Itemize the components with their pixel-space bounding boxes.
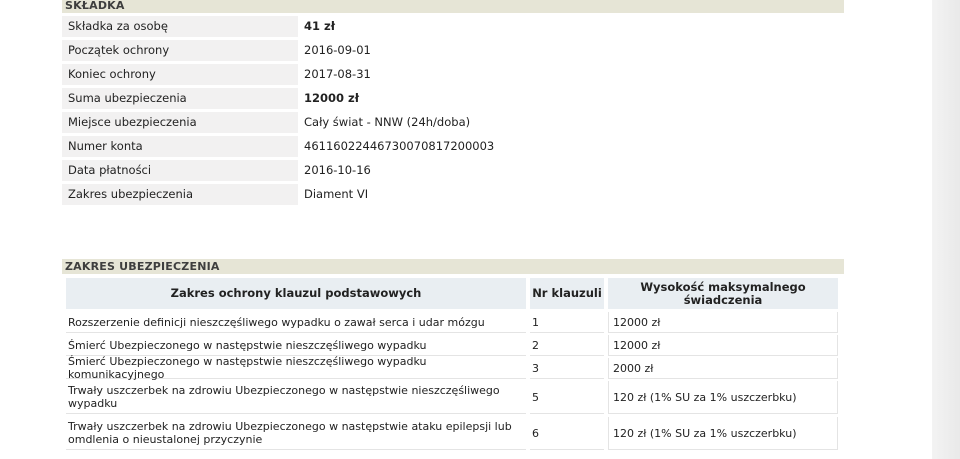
header-clause-number: Nr klauzuli [530,278,604,309]
max-benefit-cell: 120 zł (1% SU za 1% uszczerbku) [608,381,838,414]
clause-number-cell: 3 [530,358,604,379]
detail-label: Numer konta [62,136,298,157]
detail-value: 2016-10-16 [304,163,371,177]
table-row [66,381,840,414]
detail-row [62,62,844,86]
max-benefit-cell: 12000 zł [608,312,838,333]
detail-row [62,38,844,62]
clause-number-cell: 5 [530,381,604,414]
detail-value: 2016-09-01 [304,43,371,57]
table-row [66,417,840,450]
header-coverage-scope: Zakres ochrony klauzul podstawowych [66,278,526,309]
detail-value: Cały świat - NNW (24h/doba) [304,115,471,129]
max-benefit-cell: 120 zł (1% SU za 1% uszczerbku) [608,417,838,450]
detail-label: Zakres ubezpieczenia [62,184,298,205]
detail-row [62,86,844,110]
detail-value: Diament VI [304,187,369,201]
coverage-scope-cell: Trwały uszczerbek na zdrowiu Ubezpieczonego w następstwie ataku epilepsji lub omdlenia o nieustalonej przyczynie [66,417,526,450]
coverage-scope-cell: Trwały uszczerbek na zdrowiu Ubezpieczonego w następstwie nieszczęśliwego wypadku [66,381,526,414]
section-header-skladka: SKŁADKA [62,0,844,13]
detail-value: 12000 zł [304,91,359,105]
premium-details-table [62,14,844,206]
coverage-scope-cell: Śmierć Ubezpieczonego w następstwie nieszczęśliwego wypadku komunikacyjnego [66,358,526,379]
detail-value: 41 zł [304,19,335,33]
detail-row [62,134,844,158]
clause-number-cell: 2 [530,335,604,356]
detail-value: 2017-08-31 [304,67,371,81]
detail-value: 46116022446730070817200003 [304,139,495,153]
coverage-scope-cell: Śmierć Ubezpieczonego w następstwie nieszczęśliwego wypadku [66,335,526,356]
clause-number-cell: 6 [530,417,604,450]
scan-edge [932,0,960,459]
detail-row [62,182,844,206]
header-max-benefit: Wysokość maksymalnego świadczenia [608,278,838,309]
section-header-zakres: ZAKRES UBEZPIECZENIA [62,259,844,274]
max-benefit-cell: 12000 zł [608,335,838,356]
table-row [66,355,840,381]
detail-row [62,158,844,182]
detail-label: Składka za osobę [62,16,298,37]
max-benefit-cell: 2000 zł [608,358,838,379]
detail-label: Data płatności [62,160,298,181]
clause-number-cell: 1 [530,312,604,333]
detail-label: Suma ubezpieczenia [62,88,298,109]
detail-label: Początek ochrony [62,40,298,61]
detail-label: Koniec ochrony [62,64,298,85]
detail-row [62,14,844,38]
detail-row [62,110,844,134]
table-row [66,312,840,333]
coverage-scope-cell: Rozszerzenie definicji nieszczęśliwego wypadku o zawał serca i udar mózgu [66,312,526,333]
table-row [66,335,840,356]
detail-label: Miejsce ubezpieczenia [62,112,298,133]
